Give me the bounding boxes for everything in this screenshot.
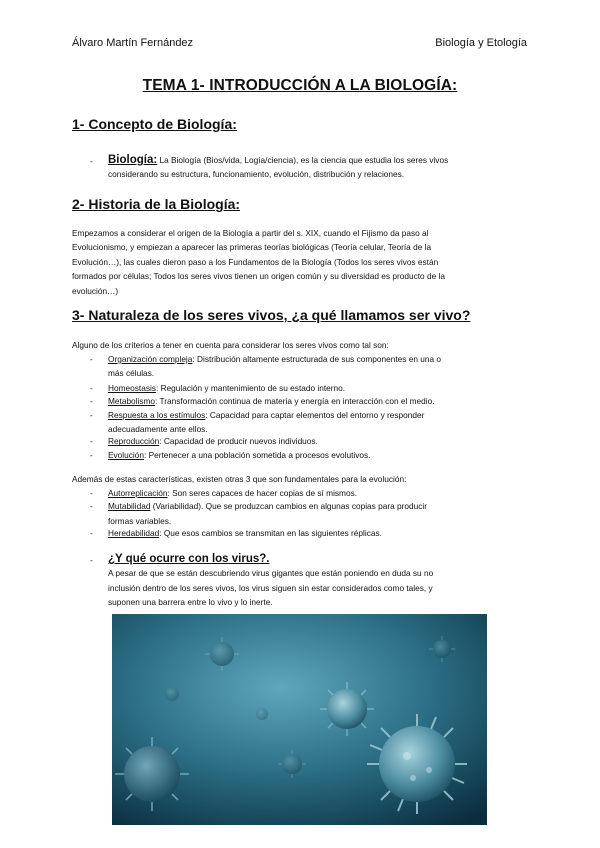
criterion-text: : Son seres capaces de hacer copias de sí mismos. xyxy=(167,488,358,498)
criterion-text: (Variabilidad). Que se produzcan cambios en algunas copias para producir xyxy=(150,501,428,512)
criterion-continuation: formas variables. xyxy=(108,515,172,526)
bullet-dash: - xyxy=(90,156,93,166)
virus-question: ¿Y qué ocurre con los virus?. xyxy=(108,553,270,565)
biology-definition-line1: La Biología (Bios/vida, Logía/ciencia), es la ciencia que estudia los seres vivos xyxy=(159,155,449,165)
criterion-term: Mutabilidad xyxy=(108,501,151,512)
virus-particle-small xyxy=(320,682,374,736)
criterion-text: : Regulación y mantenimiento de su estado interno. xyxy=(155,382,346,393)
header-author: Álvaro Martín Fernández xyxy=(72,37,194,49)
criterion-text: : Capacidad de producir nuevos individuos. xyxy=(159,436,318,447)
section-1-heading: 1- Concepto de Biología: xyxy=(72,116,237,132)
extra-criteria-list: - Autorreplicación: Son seres capaces de hacer copias de sí mismos. - Mutabilidad (Variabilidad). Que se produzcan cambios en algunas copias para producir formas variables. - Heredabilidad: Que esos cambios se transmitan en las siguientes réplicas. xyxy=(90,488,428,539)
criteria-list: - Organización compleja: Distribución altamente estructurada de sus componentes en una o más células. - Homeostasis: Regulación y mantenimiento de su estado interno. - Metabolismo: Transformación continua de materia y energía en interacción con el medio. - Respuesta a los estímulos: Capacidad para captar elementos del entorno y responder adecuadamente ante ellos. - Reproducción: Capacidad de producir nuevos individuos. - Evolución: Pertenecer a una población sometida a procesos evolutivos. xyxy=(90,354,441,460)
virus-line: inclusión dentro de los seres vivos, los virus siguen sin estar considerados como tales, y xyxy=(108,582,433,593)
virus-illustration xyxy=(112,614,487,825)
criterion-term: Organización compleja xyxy=(108,354,193,364)
criterion-continuation: adecuadamente ante ellos. xyxy=(108,424,208,434)
virus-particle-large xyxy=(367,714,467,814)
criterion-term: Heredabilidad xyxy=(108,528,160,539)
biology-definition xyxy=(90,153,530,185)
biology-term: Biología: xyxy=(108,154,158,166)
criterion-term: Metabolismo xyxy=(108,396,156,407)
criterion-term: Autorreplicación xyxy=(108,488,168,498)
section-3-heading: 3- Naturaleza de los seres vivos, ¿a qué llamamos ser vivo? xyxy=(72,307,471,323)
virus-line: suponen una barrera entre lo vivo y lo inerte. xyxy=(108,597,273,608)
section-2-heading: 2- Historia de la Biología: xyxy=(72,196,241,212)
criterion-text: : Que esos cambios se transmitan en las siguientes réplicas. xyxy=(159,528,382,539)
criterion-term: Reproducción xyxy=(108,436,160,447)
history-line: Evolución…), las cuales dieron paso a los Fundamentos de la Biología (Todos los seres vivos están xyxy=(72,256,439,267)
criteria-intro: Alguno de los criterios a tener en cuenta para considerar los seres vivos como tal son: xyxy=(72,340,389,350)
header-subject: Biología y Etología xyxy=(435,37,527,49)
history-paragraph xyxy=(72,226,532,298)
history-line: Evolucionismo, y empiezan a aparecer las primeras teorías biológicas (Teoría celular, Teoría de la xyxy=(72,242,432,253)
extra-criteria-intro: Además de estas características, existen otras 3 que son fundamentales para la evolución: xyxy=(72,474,407,484)
virus-particle-distant xyxy=(165,687,179,701)
history-line: evolución…) xyxy=(72,285,119,296)
criterion-text: : Transformación continua de materia y energía en interacción con el medio. xyxy=(155,396,435,407)
virus-particle-medium xyxy=(115,737,189,811)
biology-definition-line2: considerando su estructura, funcionamiento, evolución, distribución y relaciones. xyxy=(108,169,405,180)
history-line: Empezamos a considerar el origen de la Biología a partir del s. XIX, cuando el Fijismo da paso al xyxy=(72,228,429,238)
virus-section: - ¿Y qué ocurre con los virus?. A pesar de que se están descubriendo virus gigantes que están poniendo en duda su no inclusión dentro de los seres vivos, los virus siguen sin estar considerados como tales, y suponen una barrera entre lo vivo y lo inerte. xyxy=(90,552,530,612)
criterion-term: Respuesta a los estímulos xyxy=(108,409,206,420)
page-title: TEMA 1- INTRODUCCIÓN A LA BIOLOGÍA: xyxy=(142,77,458,94)
criterion-text: : Distribución altamente estructurada de sus componentes en una o xyxy=(192,354,441,364)
criterion-term: Evolución xyxy=(108,449,144,460)
history-line: formados por células; Todos los seres vivos tienen un origen común y su diversidad es producto de la xyxy=(72,271,445,282)
virus-particle-distant xyxy=(256,708,268,720)
criterion-text: : Capacidad para captar elementos del entorno y responder xyxy=(205,409,425,420)
criterion-continuation: más células. xyxy=(108,368,155,379)
virus-line: A pesar de que se están descubriendo virus gigantes que están poniendo en duda su no xyxy=(108,568,434,579)
criterion-term: Homeostasis xyxy=(108,382,156,393)
criterion-text: : Pertenecer a una población sometida a procesos evolutivos. xyxy=(143,449,371,460)
